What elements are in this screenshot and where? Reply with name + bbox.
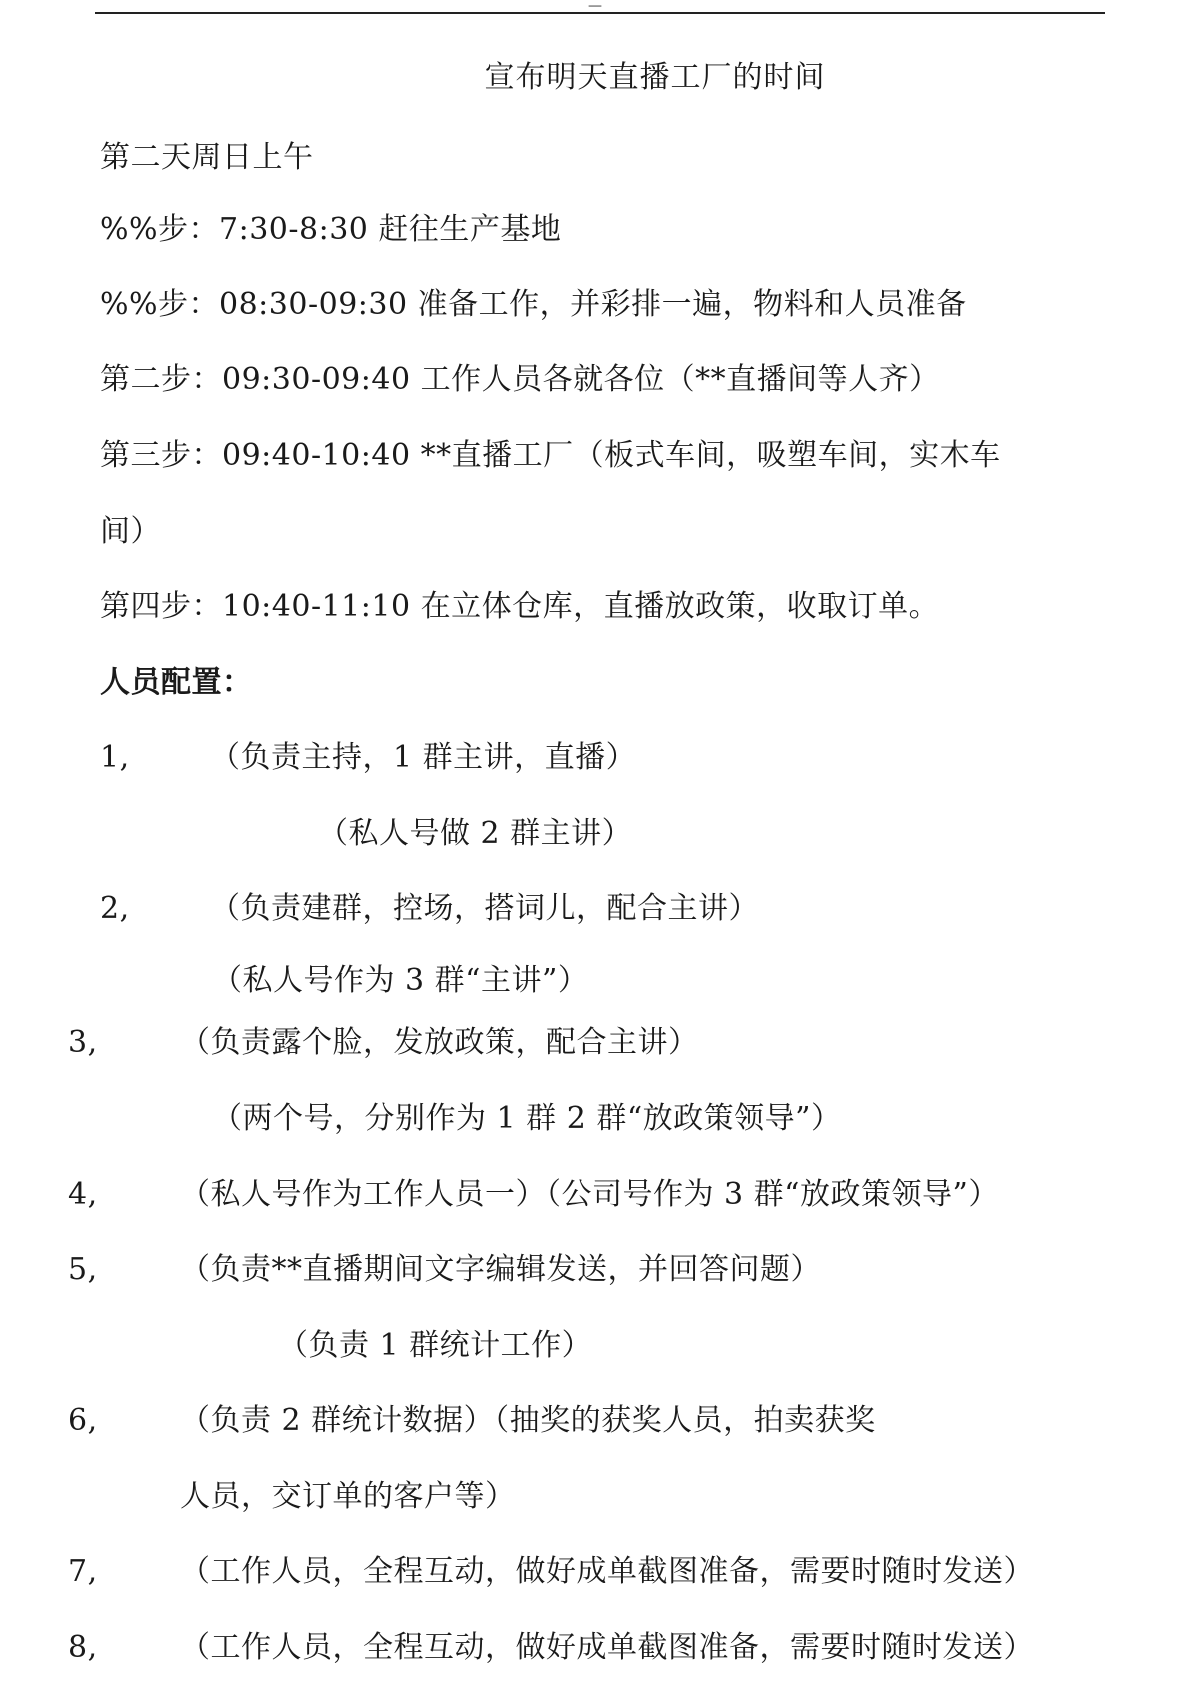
staff-item-text: （工作人员，全程互动，做好成单截图准备，需要时随时发送） (180, 1554, 1034, 1589)
staff-item-text: （负责 2 群统计数据）（抽奖的获奖人员，拍卖获奖 (180, 1403, 876, 1438)
staff-item-note: （负责 1 群统计工作） (278, 1328, 593, 1363)
staff-item-number: 6, (68, 1403, 98, 1438)
staff-item-number: 3, (68, 1025, 98, 1060)
staff-item-note: （两个号，分别作为 1 群 2 群“放政策领导”） (212, 1101, 842, 1136)
staff-item-number: 1, (100, 740, 130, 775)
staffing-heading: 人员配置： (100, 665, 253, 700)
staff-item-text: （负责建群，控场，搭词儿，配合主讲） (210, 891, 759, 926)
schedule-step: 第四步：10:40-11:10 在立体仓库，直播放政策，收取订单。 (100, 589, 940, 624)
staff-item-text: （负责**直播期间文字编辑发送，并回答问题） (180, 1252, 821, 1287)
schedule-step: %%步：7:30-8:30 赶往生产基地 (100, 212, 562, 247)
staff-item-text: （工作人员，全程互动，做好成单截图准备，需要时随时发送） (180, 1630, 1034, 1665)
staff-item-continuation: 人员，交订单的客户等） (180, 1479, 516, 1514)
staff-item-text: （负责主持，1 群主讲，直播） (210, 740, 637, 775)
schedule-day: 第二天周日上午 (100, 140, 314, 175)
staff-item-note: （私人号作为 3 群“主讲”） (212, 963, 589, 998)
staff-item-number: 7, (68, 1554, 98, 1589)
staff-item-text: （负责露个脸，发放政策，配合主讲） (180, 1025, 699, 1060)
staff-item-note: （私人号做 2 群主讲） (318, 816, 633, 851)
staff-item-number: 4, (68, 1177, 98, 1212)
document-title: 宣布明天直播工厂的时间 (484, 60, 826, 95)
schedule-step: %%步：08:30-09:30 准备工作，并彩排一遍，物料和人员准备 (100, 287, 967, 322)
schedule-step: 第二步：09:30-09:40 工作人员各就各位（**直播间等人齐） (100, 362, 940, 397)
staff-item-number: 8, (68, 1630, 98, 1665)
staff-item-text: （私人号作为工作人员一）（公司号作为 3 群“放政策领导”） (180, 1177, 999, 1212)
schedule-step-continuation: 间） (100, 514, 161, 549)
staff-item-number: 5, (68, 1252, 98, 1287)
header-mark: — (588, 0, 602, 14)
staff-item-number: 2, (100, 891, 130, 926)
schedule-step: 第三步：09:40-10:40 **直播工厂（板式车间，吸塑车间，实木车 (100, 438, 1001, 473)
